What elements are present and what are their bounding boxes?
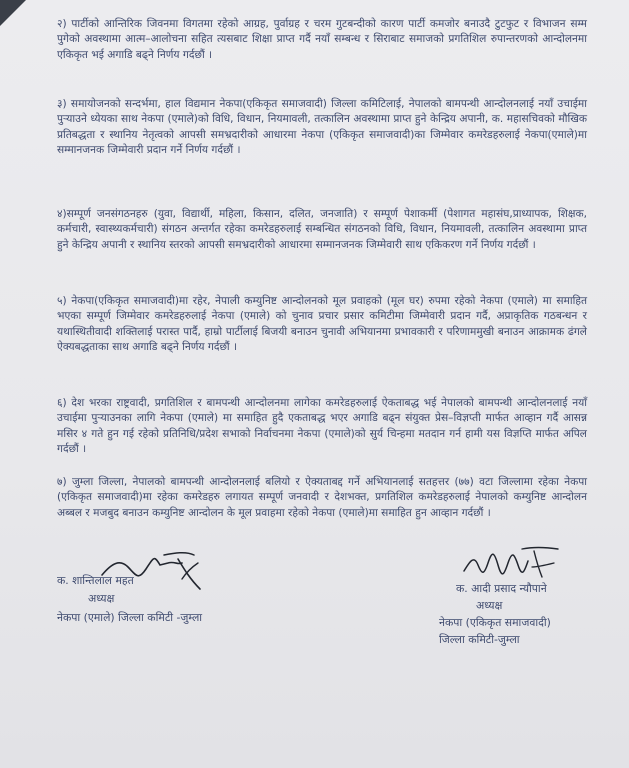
paragraph-6: ६) देश भरका राष्ट्रवादी, प्रगतिशिल र बामपन्थी आन्दोलनमा लागेका कमरेडहरुलाई ऐकताबद्ध भई नेपालको बामपन्थी आन्दोलनलाई नयाँ उचाईमा पुऱ्याउनका लागि नेकपा (एमाले) मा समाहित हुदै एकताबद्ध भएर अगाडि बढ्न संयुक्त प्रेस–विज्ञप्ती मार्फत आव्हान गर्दै आसन्न मसिर ४ गते हुन गई रहेको प्रतिनिधि/प्रदेश सभाको निर्वाचनमा नेकपा (एमाले)को सुर्य चिन्हमा मतदान गर्न हामी यस विज्ञप्ति मार्फत अपिल गर्दछौं । xyxy=(57,396,587,456)
right-signatory-org: नेकपा (एकिकृत समाजवादी) xyxy=(439,616,551,629)
paragraph-7: ७) जुम्ला जिल्ला, नेपालको बामपन्थी आन्दोलनलाई बलियो र ऐक्यताबद्द गर्ने अभियानलाई सतहत्तर (७७) वटा जिल्लामा रहेका नेकपा (एकिकृत समाजवादी)मा रहेका कमरेडहरु लगायत सम्पूर्ण जनवादी र देशभक्त, प्रगतिशिल कमरेडहरुलाई नेपालको कम्युनिष्ट आन्दोलन अब्बल र मजबुद बनाउन कम्युनिष्ट आन्दोलन के मूल प्रवाहमा रहेको नेकपा (एमाले)मा समाहित हुन आव्हान गर्दछौं । xyxy=(57,475,587,519)
paragraph-5: ५) नेकपा(एकिकृत समाजवादी)मा रहेर, नेपाली कम्युनिष्ट आन्दोलनको मूल प्रवाहको (मूल घर) रुपमा रहेको नेकपा (एमाले) मा समाहित भएका सम्पूर्ण जिम्मेवार कमरेडहरुलाई नेकपा (एमाले) को चुनाव प्रचार प्रसार कमिटीमा जिम्मेवारी प्रदान गर्दै, अप्राकृतिक गठबन्धन र यथास्थितीवादी शक्तिलाई परास्त पार्दै, हाम्रो पार्टीलाई बिजयी बनाउन चुनावी अभियानमा प्रभावकारी र परिणाममुखी बनाउन आक्रामक ढंगले ऐक्यबद्धताका साथ अगाडि बढ्ने निर्णय गर्दछौं । xyxy=(57,294,587,354)
right-signatory-unit: जिल्ला कमिटी-जुम्ला xyxy=(439,633,520,646)
folded-corner xyxy=(0,0,26,26)
right-signature xyxy=(462,541,562,585)
right-signatory-post: अध्यक्ष xyxy=(476,599,503,612)
left-signature xyxy=(98,545,208,597)
left-signatory-post: अध्यक्ष xyxy=(88,592,115,605)
paragraph-4: ४)सम्पूर्ण जनसंगठनहरु (युवा, विद्यार्थी, महिला, किसान, दलित, जनजाति) र सम्पूर्ण पेशाकर्मी (पेशागत महासंघ,प्राध्यापक, शिक्षक, कर्मचारी, स्वास्थ्यकर्मचारी) संगठन अन्तर्गत रहेका कमरेडहरुलाई सम्बन्धित संगठनको विधि, विधान, नियमावली, तत्कालिन अवस्थामा प्राप्त हुने केन्द्रिय अपानी र स्थानिय स्तरको आपसी समभ्रदारीको आधारमा सम्मानजनक जिम्मेवारी साथ एकिकरण गर्ने निर्णय गर्दछौं । xyxy=(57,207,587,251)
paragraph-3: ३) समायोजनको सन्दर्भमा, हाल विद्यमान नेकपा(एकिकृत समाजवादी) जिल्ला कमिटिलाई, नेपालको बामपन्थी आन्दोलनलाई नयाँ उचाईमा पुऱ्याउने ध्येयका साथ नेकपा (एमाले)को विधि, विधान, नियमावली, तत्कालिन अवस्थामा प्राप्त हुने केन्द्रिय अपानी, क. महासचिवको मौखिक प्रतिबद्धता र स्थानिय नेतृत्वको आपसी समभ्रदारीको आधारमा नेकपा (एकिकृत समाजवादी)का जिम्मेवार कमरेडहरुलाई नेकपा(एमाले)मा सम्मानजनक जिम्मेवारी प्रदान गर्ने निर्णय गर्दछौं । xyxy=(57,97,587,157)
right-signatory-name: क. आदी प्रसाद न्यौपाने xyxy=(456,582,547,595)
left-signatory-org: नेकपा (एमाले) जिल्ला कमिटी -जुम्ला xyxy=(57,611,203,624)
paragraph-2: २) पार्टीको आन्तिरिक जिवनमा विगतमा रहेको आग्रह, पुर्वाग्रह र चरम गुटबन्दीको कारण पार्टी कमजोर बनाउदै टुटफुट र विभाजन सम्म पुगेको अवस्थामा आत्म–आलोचना सहित त्यसबाट शिक्षा प्राप्त गर्दै नयाँ सम्बन्ध र सिराबाट समाजको प्रगतिशिल रुपान्तरणको आन्दोलनमा एकिकृत भई अगाडि बढ्ने निर्णय गर्दछौं । xyxy=(57,17,587,61)
left-signatory-name: क. शान्तिलाल महत xyxy=(57,574,134,587)
